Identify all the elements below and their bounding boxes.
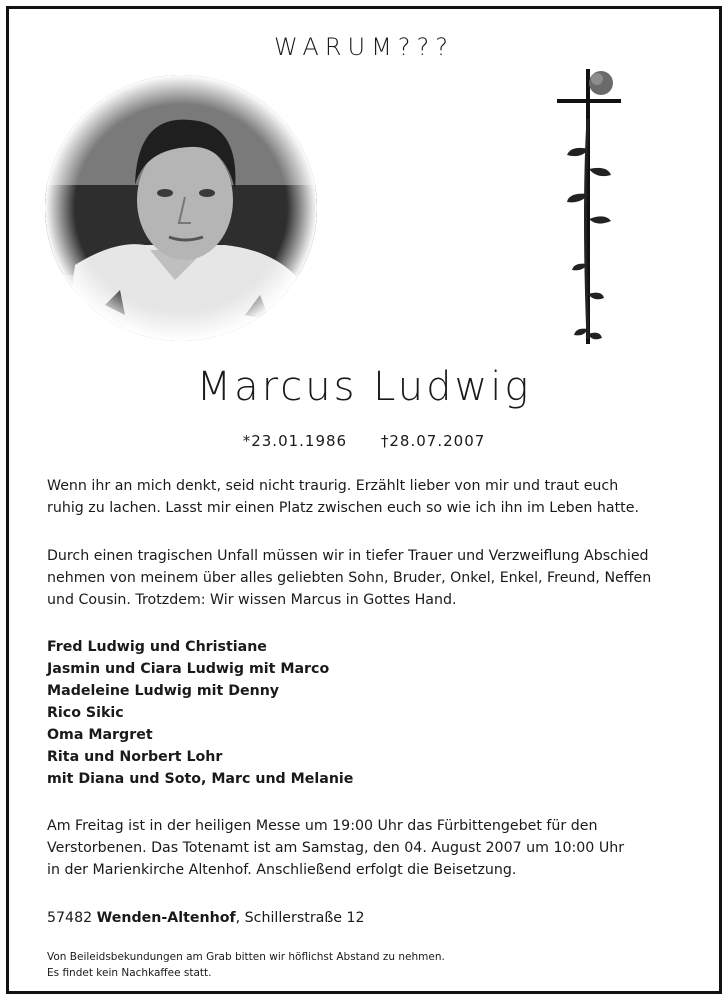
family-address [47, 907, 697, 929]
mourner-entry: Oma Margret [47, 727, 153, 743]
address-city: Wenden-Altenhof [96, 910, 236, 926]
mourner-entry: mit Diana und Soto, Marc und Melanie [47, 771, 354, 787]
mourners-list [47, 636, 697, 790]
address-street: , Schillerstraße 12 [235, 910, 365, 926]
death-date: †28.07.2007 [380, 432, 486, 450]
life-dates [9, 432, 719, 450]
text-line: Durch einen tragischen Unfall müssen wir in tiefer Trauer und Verzweiflung Abschied [47, 548, 649, 564]
text-line: Wenn ihr an mich denkt, seid nicht traurig. Erzählt lieber von mir und traut euch [47, 478, 619, 494]
mourner-entry: Rico Sikic [47, 705, 124, 721]
portrait-illustration [45, 75, 317, 341]
obituary-notice [6, 6, 722, 994]
quote-paragraph [47, 475, 697, 519]
address-zip: 57482 [47, 910, 93, 926]
portrait-photo [45, 75, 317, 341]
text-line: in der Marienkirche Altenhof. Anschließend erfolgt die Beisetzung. [47, 862, 517, 878]
closing-notes [47, 949, 697, 981]
text-line: Am Freitag ist in der heiligen Messe um 19:00 Uhr das Fürbittengebet für den [47, 818, 598, 834]
mourner-entry: Jasmin und Ciara Ludwig mit Marco [47, 661, 330, 677]
birth-date: *23.01.1986 [242, 432, 348, 450]
announcement-paragraph [47, 545, 697, 611]
text-line: nehmen von meinem über alles geliebten Sohn, Bruder, Onkel, Enkel, Freund, Neffen [47, 570, 652, 586]
note-line: Von Beileidsbekundungen am Grab bitten wir höflichst Abstand zu nehmen. [47, 951, 445, 963]
heading: WARUM??? [274, 33, 454, 61]
text-line: und Cousin. Trotzdem: Wir wissen Marcus in Gottes Hand. [47, 592, 457, 608]
mourner-entry: Madeleine Ludwig mit Denny [47, 683, 280, 699]
text-line: ruhig zu lachen. Lasst mir einen Platz zwischen euch so wie ich ihn im Leben hatte. [47, 500, 639, 516]
service-details-paragraph [47, 815, 697, 881]
deceased-name: Marcus Ludwig [196, 364, 532, 410]
cross-with-rose-icon [549, 59, 629, 349]
mourner-entry: Rita und Norbert Lohr [47, 749, 223, 765]
mourner-entry: Fred Ludwig und Christiane [47, 639, 267, 655]
note-line: Es findet kein Nachkaffee statt. [47, 967, 212, 979]
text-line: Verstorbenen. Das Totenamt ist am Samstag, den 04. August 2007 um 10:00 Uhr [47, 840, 625, 856]
